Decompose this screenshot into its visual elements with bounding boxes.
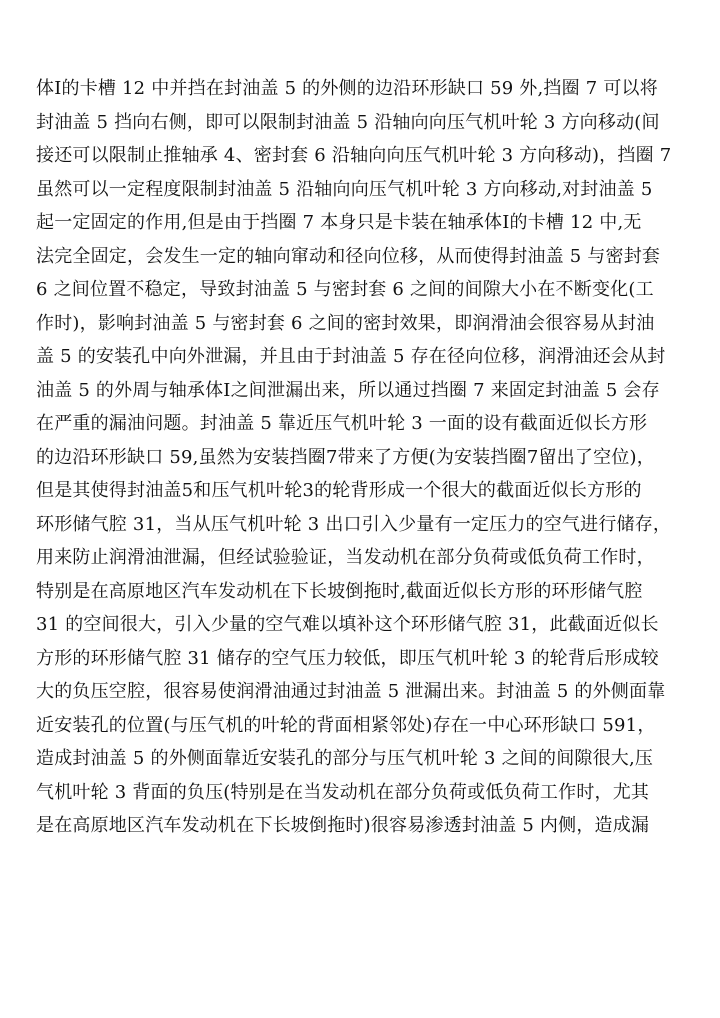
text-line: 是在高原地区汽车发动机在下长坡倒拖时)很容易渗透封油盖 5 内侧，造成漏: [36, 815, 650, 836]
text-line: 但是其使得封油盖5和压气机叶轮3的轮背形成一个很大的截面近似长方形的: [36, 480, 642, 501]
text-line: 起一定固定的作用,但是由于挡圈 7 本身只是卡装在轴承体Ⅰ的卡槽 12 中,无: [36, 212, 642, 233]
text-line: 虽然可以一定程度限制封油盖 5 沿轴向向压气机叶轮 3 方向移动,对封油盖 5: [36, 178, 653, 200]
text-line: 作时)，影响封油盖 5 与密封套 6 之间的密封效果，即润滑油会很容易从封油: [36, 312, 655, 334]
text-line: 用来防止润滑油泄漏，但经试验验证，当发动机在部分负荷或低负荷工作时，: [36, 547, 655, 568]
text-line: 方形的环形储气腔 31 储存的空气压力较低，即压气机叶轮 3 的轮背后形成较: [36, 647, 659, 669]
text-line: 油盖 5 的外周与轴承体Ⅰ之间泄漏出来，所以通过挡圈 7 来固定封油盖 5 会存: [36, 379, 660, 401]
text-line: 环形储气腔 31，当从压气机叶轮 3 出口引入少量有一定压力的空气进行储存，: [36, 513, 672, 535]
text-line: 的边沿环形缺口 59,虽然为安装挡圈7带来了方便(为安装挡圈7留出了空位)，: [36, 446, 655, 468]
text-line: 封油盖 5 挡向右侧，即可以限制封油盖 5 沿轴向向压气机叶轮 3 方向移动(间: [36, 111, 660, 133]
text-line: 在严重的漏油问题。封油盖 5 靠近压气机叶轮 3 一面的设有截面近似长方形: [36, 413, 648, 434]
text-line: 法完全固定，会发生一定的轴向窜动和径向位移，从而使得封油盖 5 与密封套: [36, 245, 661, 267]
text-line: 接还可以限制止推轴承 4、密封套 6 沿轴向向压气机叶轮 3 方向移动)，挡圈 7: [36, 145, 672, 166]
text-line: 特别是在高原地区汽车发动机在下长坡倒拖时,截面近似长方形的环形储气腔: [36, 580, 643, 602]
text-line: 造成封油盖 5 的外侧面靠近安装孔的部分与压气机叶轮 3 之间的间隙很大,压: [36, 748, 654, 769]
body-text: [36, 72, 696, 843]
text-line: 气机叶轮 3 背面的负压(特别是在当发动机在部分负荷或低负荷工作时，尤其: [36, 781, 650, 803]
text-line: 近安装孔的位置(与压气机的叶轮的背面相紧邻处)存在一中心环形缺口 591，: [36, 714, 656, 736]
text-line: 6 之间位置不稳定，导致封油盖 5 与密封套 6 之间的间隙大小在不断变化(工: [36, 279, 654, 300]
text-line: 盖 5 的安装孔中向外泄漏，并且由于封油盖 5 存在径向位移，润滑油还会从封: [36, 346, 666, 367]
text-line: 大的负压空腔，很容易使润滑油通过封油盖 5 泄漏出来。封油盖 5 的外侧面靠: [36, 681, 666, 702]
text-line: 31 的空间很大，引入少量的空气难以填补这个环形储气腔 31，此截面近似长: [36, 614, 659, 635]
text-line: 体Ⅰ的卡槽 12 中并挡在封油盖 5 的外侧的边沿环形缺口 59 外,挡圈 7 可以将: [36, 78, 658, 99]
